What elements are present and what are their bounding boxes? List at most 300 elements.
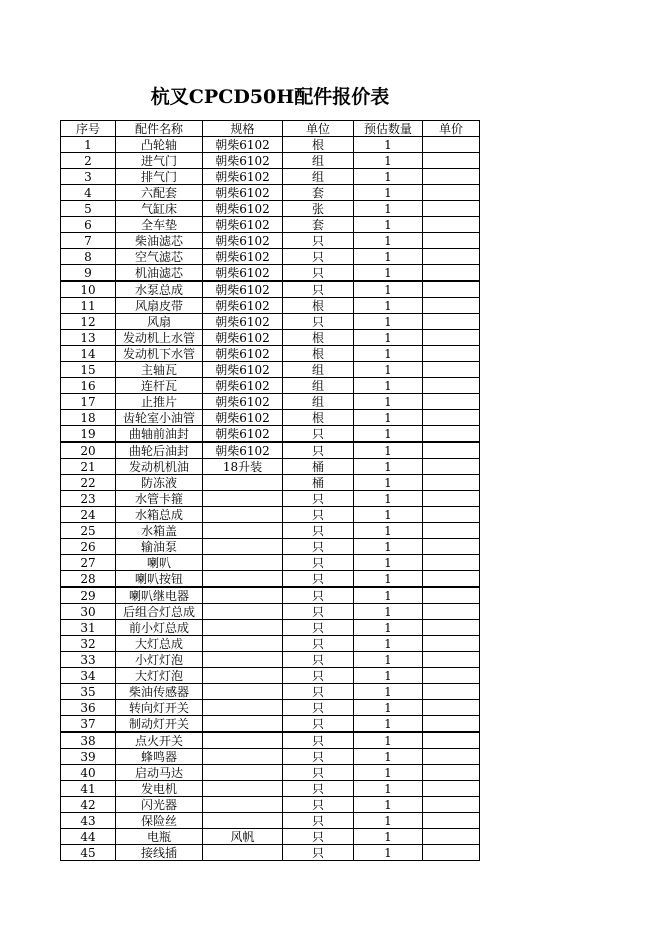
cell-part-name: 喇叭按钮 <box>116 571 203 588</box>
cell-spec: 朝柴6102 <box>203 362 283 378</box>
cell-unit: 只 <box>283 523 354 539</box>
col-header-part-name: 配件名称 <box>116 121 203 137</box>
cell-unit-price <box>423 362 480 378</box>
cell-spec: 朝柴6102 <box>203 442 283 459</box>
cell-quantity: 1 <box>354 781 423 797</box>
cell-index: 45 <box>61 845 116 861</box>
col-header-quantity: 预估数量 <box>354 121 423 137</box>
cell-quantity: 1 <box>354 394 423 410</box>
cell-unit: 只 <box>283 797 354 813</box>
cell-part-name: 蜂鸣器 <box>116 749 203 765</box>
cell-spec: 朝柴6102 <box>203 217 283 233</box>
cell-unit: 组 <box>283 362 354 378</box>
cell-spec: 朝柴6102 <box>203 346 283 362</box>
cell-spec: 朝柴6102 <box>203 137 283 153</box>
cell-unit-price <box>423 700 480 716</box>
table-row <box>61 153 480 169</box>
cell-part-name: 全车垫 <box>116 217 203 233</box>
cell-unit: 根 <box>283 346 354 362</box>
cell-part-name: 点火开关 <box>116 732 203 749</box>
table-row <box>61 523 480 539</box>
cell-quantity: 1 <box>354 137 423 153</box>
cell-unit: 只 <box>283 491 354 507</box>
cell-unit: 只 <box>283 620 354 636</box>
header-row <box>61 121 480 137</box>
cell-unit-price <box>423 378 480 394</box>
cell-part-name: 水管卡箍 <box>116 491 203 507</box>
table-row <box>61 829 480 845</box>
cell-quantity: 1 <box>354 185 423 201</box>
cell-unit: 只 <box>283 426 354 443</box>
table-row <box>61 314 480 330</box>
table-row <box>61 813 480 829</box>
cell-unit-price <box>423 394 480 410</box>
cell-unit-price <box>423 346 480 362</box>
cell-index: 23 <box>61 491 116 507</box>
cell-part-name: 喇叭继电器 <box>116 587 203 604</box>
cell-index: 43 <box>61 813 116 829</box>
cell-index: 7 <box>61 233 116 249</box>
cell-part-name: 发动机机油 <box>116 459 203 475</box>
table-row <box>61 636 480 652</box>
cell-unit-price <box>423 201 480 217</box>
cell-quantity: 1 <box>354 314 423 330</box>
cell-unit-price <box>423 475 480 491</box>
cell-index: 31 <box>61 620 116 636</box>
cell-quantity: 1 <box>354 330 423 346</box>
cell-unit-price <box>423 571 480 588</box>
table-row <box>61 587 480 604</box>
cell-part-name: 输油泵 <box>116 539 203 555</box>
cell-unit: 只 <box>283 813 354 829</box>
cell-unit-price <box>423 507 480 523</box>
cell-index: 8 <box>61 249 116 265</box>
cell-index: 25 <box>61 523 116 539</box>
cell-part-name: 凸轮轴 <box>116 137 203 153</box>
cell-unit-price <box>423 732 480 749</box>
cell-unit: 只 <box>283 668 354 684</box>
cell-unit: 根 <box>283 330 354 346</box>
cell-unit: 根 <box>283 137 354 153</box>
cell-spec <box>203 604 283 620</box>
cell-spec <box>203 491 283 507</box>
cell-part-name: 电瓶 <box>116 829 203 845</box>
cell-unit-price <box>423 587 480 604</box>
cell-unit-price <box>423 265 480 282</box>
cell-part-name: 闪光器 <box>116 797 203 813</box>
table-row <box>61 620 480 636</box>
table-row <box>61 716 480 733</box>
cell-spec <box>203 620 283 636</box>
table-row <box>61 797 480 813</box>
cell-quantity: 1 <box>354 442 423 459</box>
cell-index: 21 <box>61 459 116 475</box>
cell-spec: 朝柴6102 <box>203 233 283 249</box>
cell-unit-price <box>423 555 480 571</box>
cell-index: 44 <box>61 829 116 845</box>
cell-quantity: 1 <box>354 169 423 185</box>
table-row <box>61 555 480 571</box>
sheet-title: 杭叉CPCD50H配件报价表 <box>150 86 390 108</box>
cell-unit: 根 <box>283 410 354 426</box>
cell-unit: 只 <box>283 233 354 249</box>
cell-unit: 只 <box>283 281 354 298</box>
cell-part-name: 防冻液 <box>116 475 203 491</box>
cell-unit: 只 <box>283 265 354 282</box>
cell-unit: 只 <box>283 507 354 523</box>
cell-unit: 组 <box>283 169 354 185</box>
cell-unit: 只 <box>283 781 354 797</box>
cell-quantity: 1 <box>354 555 423 571</box>
cell-part-name: 喇叭 <box>116 555 203 571</box>
cell-quantity: 1 <box>354 636 423 652</box>
cell-index: 4 <box>61 185 116 201</box>
cell-part-name: 启动马达 <box>116 765 203 781</box>
table-row <box>61 249 480 265</box>
cell-part-name: 后组合灯总成 <box>116 604 203 620</box>
table-row <box>61 346 480 362</box>
cell-part-name: 机油滤芯 <box>116 265 203 282</box>
cell-index: 19 <box>61 426 116 443</box>
cell-part-name: 转向灯开关 <box>116 700 203 716</box>
cell-quantity: 1 <box>354 587 423 604</box>
cell-quantity: 1 <box>354 153 423 169</box>
cell-part-name: 柴油传感器 <box>116 684 203 700</box>
cell-unit: 套 <box>283 217 354 233</box>
cell-unit: 只 <box>283 636 354 652</box>
cell-part-name: 接线插 <box>116 845 203 861</box>
cell-quantity: 1 <box>354 281 423 298</box>
cell-quantity: 1 <box>354 346 423 362</box>
cell-unit: 只 <box>283 539 354 555</box>
cell-unit-price <box>423 523 480 539</box>
table-row <box>61 233 480 249</box>
cell-index: 36 <box>61 700 116 716</box>
table-row <box>61 394 480 410</box>
cell-index: 32 <box>61 636 116 652</box>
cell-quantity: 1 <box>354 620 423 636</box>
cell-index: 40 <box>61 765 116 781</box>
cell-unit: 只 <box>283 652 354 668</box>
cell-unit-price <box>423 459 480 475</box>
cell-quantity: 1 <box>354 539 423 555</box>
cell-quantity: 1 <box>354 571 423 588</box>
cell-part-name: 大灯总成 <box>116 636 203 652</box>
cell-spec: 朝柴6102 <box>203 394 283 410</box>
cell-spec <box>203 765 283 781</box>
cell-index: 26 <box>61 539 116 555</box>
cell-quantity: 1 <box>354 604 423 620</box>
cell-spec <box>203 813 283 829</box>
cell-quantity: 1 <box>354 668 423 684</box>
cell-quantity: 1 <box>354 298 423 314</box>
cell-spec: 朝柴6102 <box>203 265 283 282</box>
cell-index: 30 <box>61 604 116 620</box>
cell-part-name: 齿轮室小油管 <box>116 410 203 426</box>
table-body <box>61 137 480 861</box>
cell-quantity: 1 <box>354 265 423 282</box>
table-row <box>61 201 480 217</box>
cell-unit: 只 <box>283 249 354 265</box>
cell-quantity: 1 <box>354 410 423 426</box>
cell-part-name: 大灯灯泡 <box>116 668 203 684</box>
cell-quantity: 1 <box>354 765 423 781</box>
cell-spec <box>203 571 283 588</box>
cell-unit-price <box>423 410 480 426</box>
cell-unit: 只 <box>283 749 354 765</box>
cell-unit-price <box>423 813 480 829</box>
cell-unit-price <box>423 781 480 797</box>
cell-spec <box>203 749 283 765</box>
cell-spec <box>203 523 283 539</box>
cell-unit-price <box>423 185 480 201</box>
cell-part-name: 进气门 <box>116 153 203 169</box>
cell-part-name: 风扇皮带 <box>116 298 203 314</box>
cell-unit: 组 <box>283 394 354 410</box>
cell-quantity: 1 <box>354 459 423 475</box>
cell-unit-price <box>423 249 480 265</box>
table-row <box>61 442 480 459</box>
cell-unit-price <box>423 153 480 169</box>
cell-index: 5 <box>61 201 116 217</box>
cell-spec <box>203 668 283 684</box>
cell-spec <box>203 781 283 797</box>
cell-spec <box>203 797 283 813</box>
table-row <box>61 378 480 394</box>
table-row <box>61 298 480 314</box>
cell-unit: 只 <box>283 829 354 845</box>
cell-part-name: 小灯灯泡 <box>116 652 203 668</box>
cell-part-name: 发动机上水管 <box>116 330 203 346</box>
cell-spec: 风帆 <box>203 829 283 845</box>
cell-part-name: 主轴瓦 <box>116 362 203 378</box>
table-row <box>61 185 480 201</box>
cell-unit-price <box>423 620 480 636</box>
cell-spec: 朝柴6102 <box>203 281 283 298</box>
cell-unit: 只 <box>283 684 354 700</box>
cell-unit-price <box>423 314 480 330</box>
col-header-spec: 规格 <box>203 121 283 137</box>
cell-spec: 18升装 <box>203 459 283 475</box>
cell-unit: 根 <box>283 298 354 314</box>
cell-quantity: 1 <box>354 507 423 523</box>
cell-part-name: 水箱盖 <box>116 523 203 539</box>
cell-unit: 只 <box>283 716 354 733</box>
cell-quantity: 1 <box>354 845 423 861</box>
cell-unit: 只 <box>283 765 354 781</box>
col-header-unit: 单位 <box>283 121 354 137</box>
cell-quantity: 1 <box>354 716 423 733</box>
table-row <box>61 217 480 233</box>
table-row <box>61 169 480 185</box>
cell-spec <box>203 700 283 716</box>
table-row <box>61 845 480 861</box>
cell-index: 12 <box>61 314 116 330</box>
cell-quantity: 1 <box>354 523 423 539</box>
cell-unit-price <box>423 330 480 346</box>
cell-part-name: 风扇 <box>116 314 203 330</box>
cell-index: 33 <box>61 652 116 668</box>
cell-quantity: 1 <box>354 829 423 845</box>
cell-index: 14 <box>61 346 116 362</box>
table-row <box>61 410 480 426</box>
cell-spec <box>203 539 283 555</box>
cell-index: 16 <box>61 378 116 394</box>
cell-spec: 朝柴6102 <box>203 298 283 314</box>
cell-quantity: 1 <box>354 217 423 233</box>
cell-part-name: 气缸床 <box>116 201 203 217</box>
cell-quantity: 1 <box>354 378 423 394</box>
table-row <box>61 604 480 620</box>
cell-quantity: 1 <box>354 201 423 217</box>
table-row <box>61 281 480 298</box>
cell-unit-price <box>423 442 480 459</box>
table-row <box>61 362 480 378</box>
cell-index: 2 <box>61 153 116 169</box>
cell-quantity: 1 <box>354 475 423 491</box>
cell-part-name: 制动灯开关 <box>116 716 203 733</box>
table-row <box>61 668 480 684</box>
cell-unit: 组 <box>283 153 354 169</box>
cell-spec <box>203 684 283 700</box>
cell-index: 11 <box>61 298 116 314</box>
cell-spec <box>203 555 283 571</box>
cell-index: 1 <box>61 137 116 153</box>
cell-quantity: 1 <box>354 362 423 378</box>
cell-spec: 朝柴6102 <box>203 153 283 169</box>
cell-spec <box>203 475 283 491</box>
cell-index: 24 <box>61 507 116 523</box>
cell-spec: 朝柴6102 <box>203 426 283 443</box>
cell-index: 41 <box>61 781 116 797</box>
cell-spec: 朝柴6102 <box>203 185 283 201</box>
cell-unit: 桶 <box>283 459 354 475</box>
cell-spec <box>203 732 283 749</box>
cell-spec: 朝柴6102 <box>203 378 283 394</box>
parts-quote-table <box>60 120 480 861</box>
cell-part-name: 发电机 <box>116 781 203 797</box>
table-row <box>61 507 480 523</box>
cell-quantity: 1 <box>354 233 423 249</box>
cell-index: 9 <box>61 265 116 282</box>
cell-index: 35 <box>61 684 116 700</box>
cell-unit-price <box>423 298 480 314</box>
cell-index: 18 <box>61 410 116 426</box>
cell-index: 17 <box>61 394 116 410</box>
table-row <box>61 700 480 716</box>
cell-index: 39 <box>61 749 116 765</box>
cell-part-name: 前小灯总成 <box>116 620 203 636</box>
table-row <box>61 571 480 588</box>
cell-quantity: 1 <box>354 813 423 829</box>
cell-index: 29 <box>61 587 116 604</box>
cell-part-name: 曲轮后油封 <box>116 442 203 459</box>
cell-index: 13 <box>61 330 116 346</box>
cell-index: 42 <box>61 797 116 813</box>
cell-part-name: 止推片 <box>116 394 203 410</box>
cell-quantity: 1 <box>354 652 423 668</box>
table-row <box>61 781 480 797</box>
cell-part-name: 连杆瓦 <box>116 378 203 394</box>
cell-unit: 张 <box>283 201 354 217</box>
cell-index: 6 <box>61 217 116 233</box>
table-row <box>61 765 480 781</box>
cell-unit: 只 <box>283 442 354 459</box>
cell-spec <box>203 636 283 652</box>
cell-index: 34 <box>61 668 116 684</box>
cell-unit-price <box>423 426 480 443</box>
cell-quantity: 1 <box>354 684 423 700</box>
col-header-unit-price: 单价 <box>423 121 480 137</box>
cell-unit: 套 <box>283 185 354 201</box>
col-header-index: 序号 <box>61 121 116 137</box>
table-row <box>61 539 480 555</box>
cell-index: 10 <box>61 281 116 298</box>
cell-spec: 朝柴6102 <box>203 314 283 330</box>
cell-spec <box>203 587 283 604</box>
cell-unit: 只 <box>283 314 354 330</box>
cell-part-name: 排气门 <box>116 169 203 185</box>
cell-unit: 只 <box>283 700 354 716</box>
cell-part-name: 六配套 <box>116 185 203 201</box>
cell-quantity: 1 <box>354 426 423 443</box>
cell-part-name: 曲轴前油封 <box>116 426 203 443</box>
cell-unit-price <box>423 539 480 555</box>
cell-index: 37 <box>61 716 116 733</box>
cell-unit: 只 <box>283 604 354 620</box>
cell-unit: 只 <box>283 555 354 571</box>
table-row <box>61 732 480 749</box>
cell-index: 28 <box>61 571 116 588</box>
cell-unit: 只 <box>283 845 354 861</box>
cell-quantity: 1 <box>354 700 423 716</box>
cell-index: 15 <box>61 362 116 378</box>
cell-index: 27 <box>61 555 116 571</box>
cell-unit-price <box>423 684 480 700</box>
cell-spec: 朝柴6102 <box>203 249 283 265</box>
cell-part-name: 水泵总成 <box>116 281 203 298</box>
cell-part-name: 空气滤芯 <box>116 249 203 265</box>
table-row <box>61 684 480 700</box>
cell-unit-price <box>423 636 480 652</box>
cell-quantity: 1 <box>354 732 423 749</box>
cell-spec <box>203 507 283 523</box>
cell-spec: 朝柴6102 <box>203 330 283 346</box>
cell-unit-price <box>423 281 480 298</box>
cell-part-name: 保险丝 <box>116 813 203 829</box>
cell-spec: 朝柴6102 <box>203 201 283 217</box>
cell-unit-price <box>423 652 480 668</box>
cell-unit-price <box>423 749 480 765</box>
cell-part-name: 柴油滤芯 <box>116 233 203 249</box>
table-row <box>61 652 480 668</box>
table-row <box>61 749 480 765</box>
cell-index: 3 <box>61 169 116 185</box>
cell-part-name: 水箱总成 <box>116 507 203 523</box>
cell-unit-price <box>423 137 480 153</box>
cell-spec: 朝柴6102 <box>203 410 283 426</box>
cell-unit: 桶 <box>283 475 354 491</box>
cell-unit-price <box>423 797 480 813</box>
cell-unit: 组 <box>283 378 354 394</box>
cell-unit-price <box>423 845 480 861</box>
table-row <box>61 459 480 475</box>
cell-part-name: 发动机下水管 <box>116 346 203 362</box>
cell-quantity: 1 <box>354 249 423 265</box>
cell-spec: 朝柴6102 <box>203 169 283 185</box>
cell-unit-price <box>423 233 480 249</box>
cell-index: 20 <box>61 442 116 459</box>
